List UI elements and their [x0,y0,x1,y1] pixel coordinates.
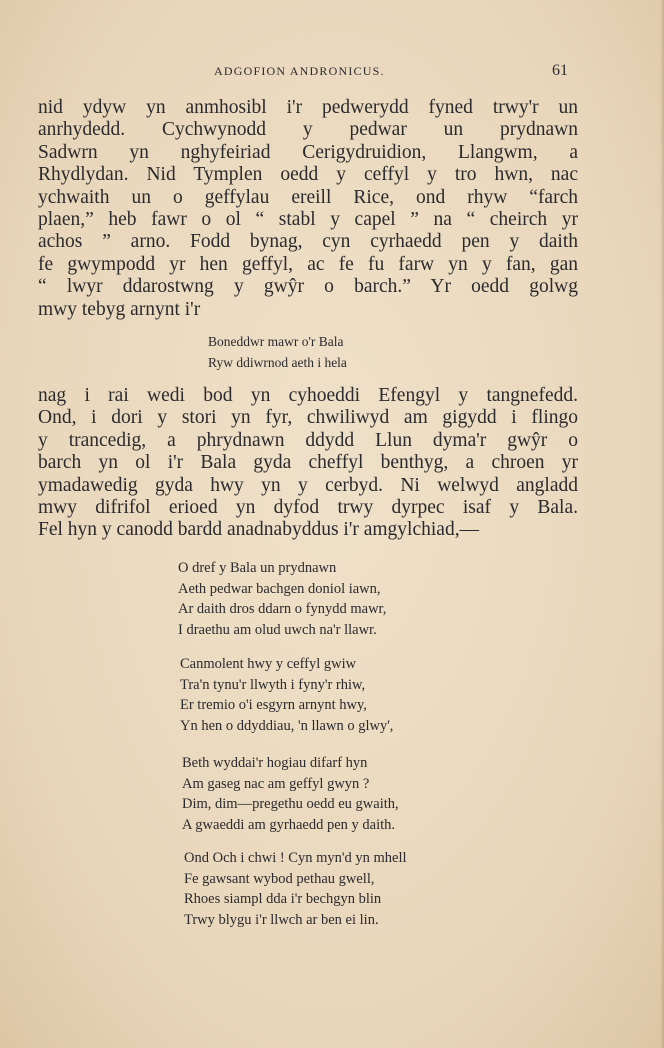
prose-line: ychwaith un o geffylau ereill Rice, ond rhyw “farch [38,186,578,208]
prose-line: Sadwrn yn nghyfeiriad Cerigydruidion, Llangwm, a [38,141,578,163]
page-number: 61 [552,62,568,79]
prose-line: fe gwympodd yr hen geffyl, ac fe fu farw yn y fan, gan [38,253,578,275]
running-title: ADGOFION ANDRONICUS. [214,64,385,78]
stanza-1 [178,558,407,640]
stanza-4 [178,848,407,930]
verse-line: Er tremio o'i esgyrn arnynt hwy, [180,697,367,713]
couplet-line: Ryw ddiwrnod aeth i hela [208,355,347,370]
prose-line: anrhydedd. Cychwynodd y pedwar un prydnawn [38,119,578,141]
prose-line: y trancedig, a phrydnawn ddydd Llun dyma'r gwŷr o [38,429,578,451]
verse-line: Trwy blygu i'r llwch ar ben ei lin. [184,911,379,928]
verse-line: Aeth pedwar bachgen doniol iawn, [178,580,381,597]
verse-line: Yn hen o ddyddiau, 'n llawn o glwy', [180,717,394,734]
prose-line: nid ydyw yn anmhosibl i'r pedwerydd fyned trwy'r un [38,97,578,118]
prose-line: Rhydlydan. Nid Tymplen oedd y ceffyl y tro hwn, nac [38,164,578,186]
prose-line: “ lwyr ddarostwng y gwŷr o barch.” Yr oedd golwg [38,276,578,298]
verse-line: Fe gawsant wybod pethau gwell, [184,870,375,887]
verse-line: A gwaeddi am gyrhaedd pen y daith. [182,816,396,833]
verse-line: I draethu am olud uwch na'r llawr. [178,621,377,638]
prose-line: Ond, i dori y stori yn fyr, chwiliwyd am gigydd i flingo [38,407,578,429]
stanza-2 [178,654,407,736]
verse-line: Tra'n tynu'r llwyth i fyny'r rhiw, [180,676,366,693]
stanza-3 [178,753,407,835]
paragraph-1 [38,97,578,321]
quoted-couplet [208,331,347,373]
prose-line: ymadawedig gyda hwy yn y cerbyd. Ni welwyd angladd [38,474,578,496]
prose-line: achos ” arno. Fodd bynag, cyn cyrhaedd pen y daith [38,231,578,253]
prose-line: barch yn ol i'r Bala gyda cheffyl benthyg, a chroen yr [38,452,578,474]
verse-line: Rhoes siampl dda i'r bechgyn blin [184,891,382,907]
verse-line: Canmolent hwy y ceffyl gwiw [180,656,357,672]
verse-line: Dim, dim—pregethu oedd eu gwaith, [182,796,399,812]
couplet-line: Boneddwr mawr o'r Bala [208,334,344,349]
prose-line: mwy tebyg arnynt i'r [38,298,201,320]
prose-line: mwy difrifol erioed yn dyfod trwy dyrpec isaf y Bala. [38,497,578,519]
paragraph-2 [38,385,578,542]
verse-line: Ond Och i chwi ! Cyn myn'd yn mhell [184,850,407,866]
prose-line: nag i rai wedi bod yn cyhoeddi Efengyl y tangnefedd. [38,385,578,406]
verse-line: O dref y Bala un prydnawn [178,560,337,576]
running-head [0,62,664,82]
poem [178,558,407,944]
prose-line: plaen,” heb fawr o ol “ stabl y capel ” na “ cheirch yr [38,209,578,231]
verse-line: Ar daith dros ddarn o fynydd mawr, [178,601,387,617]
verse-line: Am gaseg nac am geffyl gwyn ? [182,775,370,792]
prose-line: Fel hyn y canodd bardd anadnabyddus i'r amgylchiad,— [38,519,480,541]
page-edge-shadow [660,0,664,1048]
verse-line: Beth wyddai'r hogiau difarf hyn [182,755,368,771]
